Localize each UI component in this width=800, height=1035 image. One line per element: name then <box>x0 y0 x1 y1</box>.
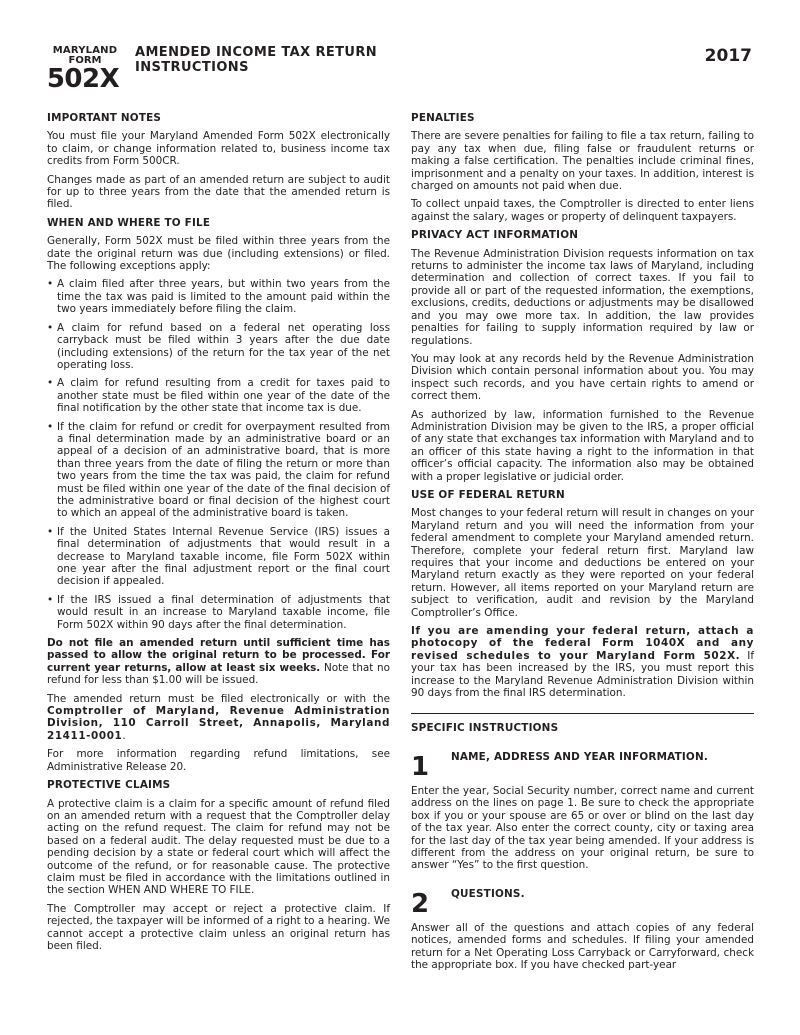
paragraph: Most changes to your federal return will result in changes on your Maryland return and you will need the information from your federal amendment to complete your Maryland amended return. Therefore, complete your federal return first. Maryland law requires that your income and deductions be entered on your Maryland return exactly as they were reported on your federal return. However, all items reported on your Maryland return are subject to verification, audit and revision by the Maryland Comptroller’s Office. <box>411 507 754 619</box>
list-item: • A claim filed after three years, but within two years from the time the tax was paid is limited to the amount paid within the two years immediately before filing the claim. <box>47 278 390 315</box>
section-heading: SPECIFIC INSTRUCTIONS <box>411 722 559 735</box>
attach-text: If your tax has been increased by the IRS, you must report this increase to the Maryland Revenue Administration Division within 90 days from the final IRS determination. <box>411 649 754 700</box>
logo-state: MARYLAND <box>52 45 118 56</box>
warning-paragraph <box>47 637 390 687</box>
section-heading: WHEN AND WHERE TO FILE <box>47 216 211 229</box>
step-text: Answer all of the questions and attach copies of any federal notices, amended forms and schedules. If filing your amended return for a Net Operating Loss Carryback or Carryforward, check the appropriate box. If you have checked part-year <box>411 921 754 971</box>
paragraph: There are severe penalties for failing to file a tax return, failing to pay any tax when due, filing false or fraudulent returns or making a false certification. The penalties include criminal fines, imprisonment and a penalty on your taxes. In addition, interest is charged on amounts not paid when due. <box>411 130 754 193</box>
protective-claims-section <box>47 779 390 952</box>
paragraph: The Comptroller may accept or reject a protective claim. If rejected, the taxpayer will be informed of a right to a hearing. We cannot accept a protective claim unless an original return has been filed. <box>47 902 390 952</box>
logo-form-number: 502X <box>46 64 120 94</box>
mailing-address-paragraph <box>47 693 390 743</box>
section-heading: PROTECTIVE CLAIMS <box>47 779 171 792</box>
important-notes-section <box>47 112 390 211</box>
step-2-header <box>411 886 754 918</box>
list-item: • A claim for refund based on a federal net operating loss carryback must be filed within 3 years after the due date (including extensions) of the return for the tax year of the net operating loss. <box>47 322 390 372</box>
address-intro: The amended return must be filed electronically or with the <box>47 692 390 705</box>
section-heading: PRIVACY ACT INFORMATION <box>411 229 579 242</box>
paragraph: The Revenue Administration Division requests information on tax returns to administer the income tax laws of Maryland, including determination and collection of correct taxes. If you fail to provide all or part of the requested information, the exemptions, exclusions, credits, deductions or adjustments may be disallowed and you may owe more tax. In addition, the law provides penalties for failing to supply information required by law or regulations. <box>411 247 754 347</box>
form-logo <box>46 45 120 94</box>
step-text: Enter the year, Social Security number, correct name and current address on the lines on page 1. Be sure to check the appropriate box if you or your spouse are 65 or over or blind on the last day of the tax year. Also enter the correct county, city or taxing area for the last day of the tax year being amended. If your address is different from the address on your original return, be sure to answer “Yes” to the first question. <box>411 784 754 872</box>
list-item: • If the IRS issued a final determination of adjustments that would result in an increase to Maryland taxable income, file Form 502X within 90 days after the final determination. <box>47 594 390 631</box>
tax-year: 2017 <box>704 46 752 66</box>
title-line-2: INSTRUCTIONS <box>135 60 249 75</box>
list-item: • A claim for refund resulting from a credit for taxes paid to another state must be filed within one year of the date of the final notification by the other state that income tax is due. <box>47 377 390 414</box>
paragraph: As authorized by law, information furnished to the Revenue Administration Division may be given to the IRS, a proper official of any state that exchanges tax information with Maryland and to an officer of this state having a right to the information in that officer’s official capacity. The information also may be obtained with a proper legislative or judicial order. <box>411 408 754 483</box>
paragraph: You may look at any records held by the Revenue Administration Division which contain personal information about you. You may inspect such records, and you have certain rights to amend or correct them. <box>411 352 754 403</box>
page-header <box>0 0 800 110</box>
left-column <box>47 112 390 958</box>
exceptions-list <box>47 278 390 631</box>
step-heading: QUESTIONS. <box>451 887 525 900</box>
paragraph: Generally, Form 502X must be filed within three years from the date the original return was due (including extensions) or filed. The following exceptions apply: <box>47 235 390 273</box>
list-item: • If the claim for refund or credit for overpayment resulted from a final determination made by an administrative board or an appeal of a decision of an administrative board, that is more than three years from the date of filing the return or more than two years from the time the tax was paid, the claim for refund must be filed within one year of the date of the final decision of the administrative board or final decision of the highest court to which an appeal of the administrative board is taken. <box>47 421 390 520</box>
paragraph: Changes made as part of an amended return are subject to audit for up to three years from the date that the amended return is filed. <box>47 173 390 211</box>
paragraph: To collect unpaid taxes, the Comptroller is directed to enter liens against the salary, wages or property of delinquent taxpayers. <box>411 198 754 223</box>
when-where-section <box>47 217 390 773</box>
specific-instructions-section <box>411 722 754 971</box>
section-heading: PENALTIES <box>411 112 475 124</box>
logo-form-label: FORM <box>68 55 102 66</box>
paragraph: For more information regarding refund limitations, see Administrative Release 20. <box>47 748 390 773</box>
section-divider <box>411 713 754 714</box>
document-title <box>135 45 377 75</box>
paragraph: You must file your Maryland Amended Form 502X electronically to claim, or change information related to, business income tax credits from Form 500CR. <box>47 130 390 168</box>
warning-text: Note that no refund for less than $1.00 will be issued. <box>47 661 390 687</box>
step-number: 1 <box>411 751 430 782</box>
paragraph: A protective claim is a claim for a specific amount of refund filed on an amended return with a request that the Comptroller delay acting on the refund request. The claim for refund may not be based on a federal audit. The delay requested must be due to a pending decision by a state or federal court which will affect the outcome of the refund, or for reasonable cause. The protective claim must be filed in accordance with the limitations outlined in the section WHEN AND WHERE TO FILE. <box>47 797 390 897</box>
attach-paragraph <box>411 625 754 699</box>
federal-return-section <box>411 489 754 700</box>
mailing-address: Comptroller of Maryland, Revenue Administration Division, 110 Carroll Street, Annapolis, Maryland 21411-0001 <box>47 705 390 742</box>
penalties-section <box>411 112 754 223</box>
attach-bold: If you are amending your federal return, attach a photocopy of the federal Form 1040X and any revised schedules to your Maryland Form 502X. <box>411 625 754 662</box>
title-line-1: AMENDED INCOME TAX RETURN <box>135 45 378 60</box>
right-column <box>411 112 754 977</box>
list-item: • If the United States Internal Revenue Service (IRS) issues a final determination of adjustments that would result in a decrease to Maryland taxable income, file Form 502X within one year after the final adjustment report or the final court decision if appealed. <box>47 526 390 588</box>
step-heading: NAME, ADDRESS AND YEAR INFORMATION. <box>451 750 709 763</box>
step-1-header <box>411 749 754 781</box>
section-heading: IMPORTANT NOTES <box>47 112 162 124</box>
section-heading: USE OF FEDERAL RETURN <box>411 488 565 501</box>
privacy-section <box>411 229 754 483</box>
step-number: 2 <box>411 888 430 919</box>
warning-bold: Do not file an amended return until sufficient time has passed to allow the original return to be processed. For current year returns, allow at least six weeks. <box>47 637 390 674</box>
address-end: . <box>122 729 126 742</box>
